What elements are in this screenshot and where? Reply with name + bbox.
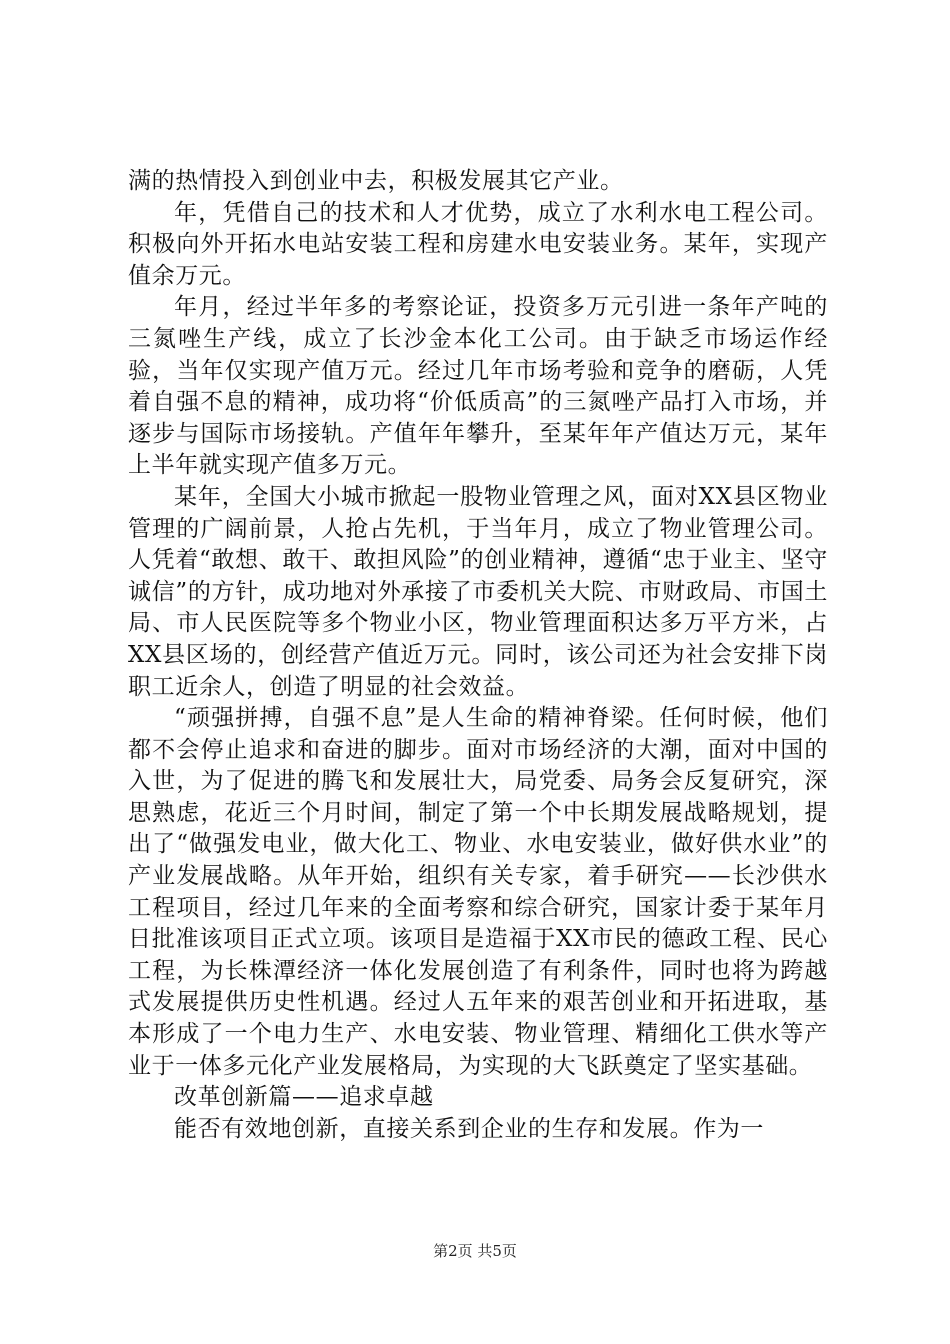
paragraph-innovation: 能否有效地创新，直接关系到企业的生存和发展。作为一 xyxy=(174,1115,764,1142)
document-body xyxy=(128,166,828,1145)
page-footer xyxy=(0,1241,950,1261)
paragraph-continuation: 满的热情投入到创业中去，积极发展其它产业。 xyxy=(128,168,624,194)
section-heading: 改革创新篇——追求卓越 xyxy=(174,1084,434,1111)
paragraph-chemical-company: 年月，经过半年多的考察论证，投资多万元引进一条年产吨的三氮唑生产线，成立了长沙金本化工公司。由于缺乏市场运作经验，当年仅实现产值万元。经过几年市场考验和竞争的磨砺，人凭着自强不息的精神，成功将“价低质高”的三氮唑产品打入市场，并逐步与国际市场接轨。产值年年攀升，至某年年产值达万元，某年上半年就实现产值多万元。 xyxy=(128,294,828,479)
paragraph-property-company: 某年，全国大小城市掀起一股物业管理之风，面对XX县区物业管理的广阔前景，人抢占先机，于当年月，成立了物业管理公司。人凭着“敢想、敢干、敢担风险”的创业精神，遵循“忠于业主、坚守诚信”的方针，成功地对外承接了市委机关大院、市财政局、市国土局、市人民医院等多个物业小区，物业管理面积达多万平方米，占XX县区场的，创经营产值近万元。同时，该公司还为社会安排下岗职工近余人，创造了明显的社会效益。 xyxy=(128,483,828,700)
paragraph-development-strategy: “顽强拼搏，自强不息”是人生命的精神脊梁。任何时候，他们都不会停止追求和奋进的脚步。面对市场经济的大潮，面对中国的入世，为了促进的腾飞和发展壮大，局党委、局务会反复研究，深思熟虑，花近三个月时间，制定了第一个中长期发展战略规划，提出了“做强发电业，做大化工、物业、水电安装业，做好供水业”的产业发展战略。从年开始，组织有关专家，着手研究——长沙供水工程项目，经过几年来的全面考察和综合研究，国家计委于某年月日批准该项目正式立项。该项目是造福于XX市民的德政工程、民心工程，为长株潭经济一体化发展创造了有利条件，同时也将为跨越式发展提供历史性机遇。经过人五年来的艰苦创业和开拓进取，基本形成了一个电力生产、水电安装、物业管理、精细化工供水等产业于一体多元化产业发展格局，为实现的大飞跃奠定了坚实基础。 xyxy=(128,705,828,1079)
paragraph-hydropower-company: 年，凭借自己的技术和人才优势，成立了水利水电工程公司。积极向外开拓水电站安装工程和房建水电安装业务。某年，实现产值余万元。 xyxy=(128,199,828,289)
page-number: 第2页 共5页 xyxy=(433,1242,517,1260)
